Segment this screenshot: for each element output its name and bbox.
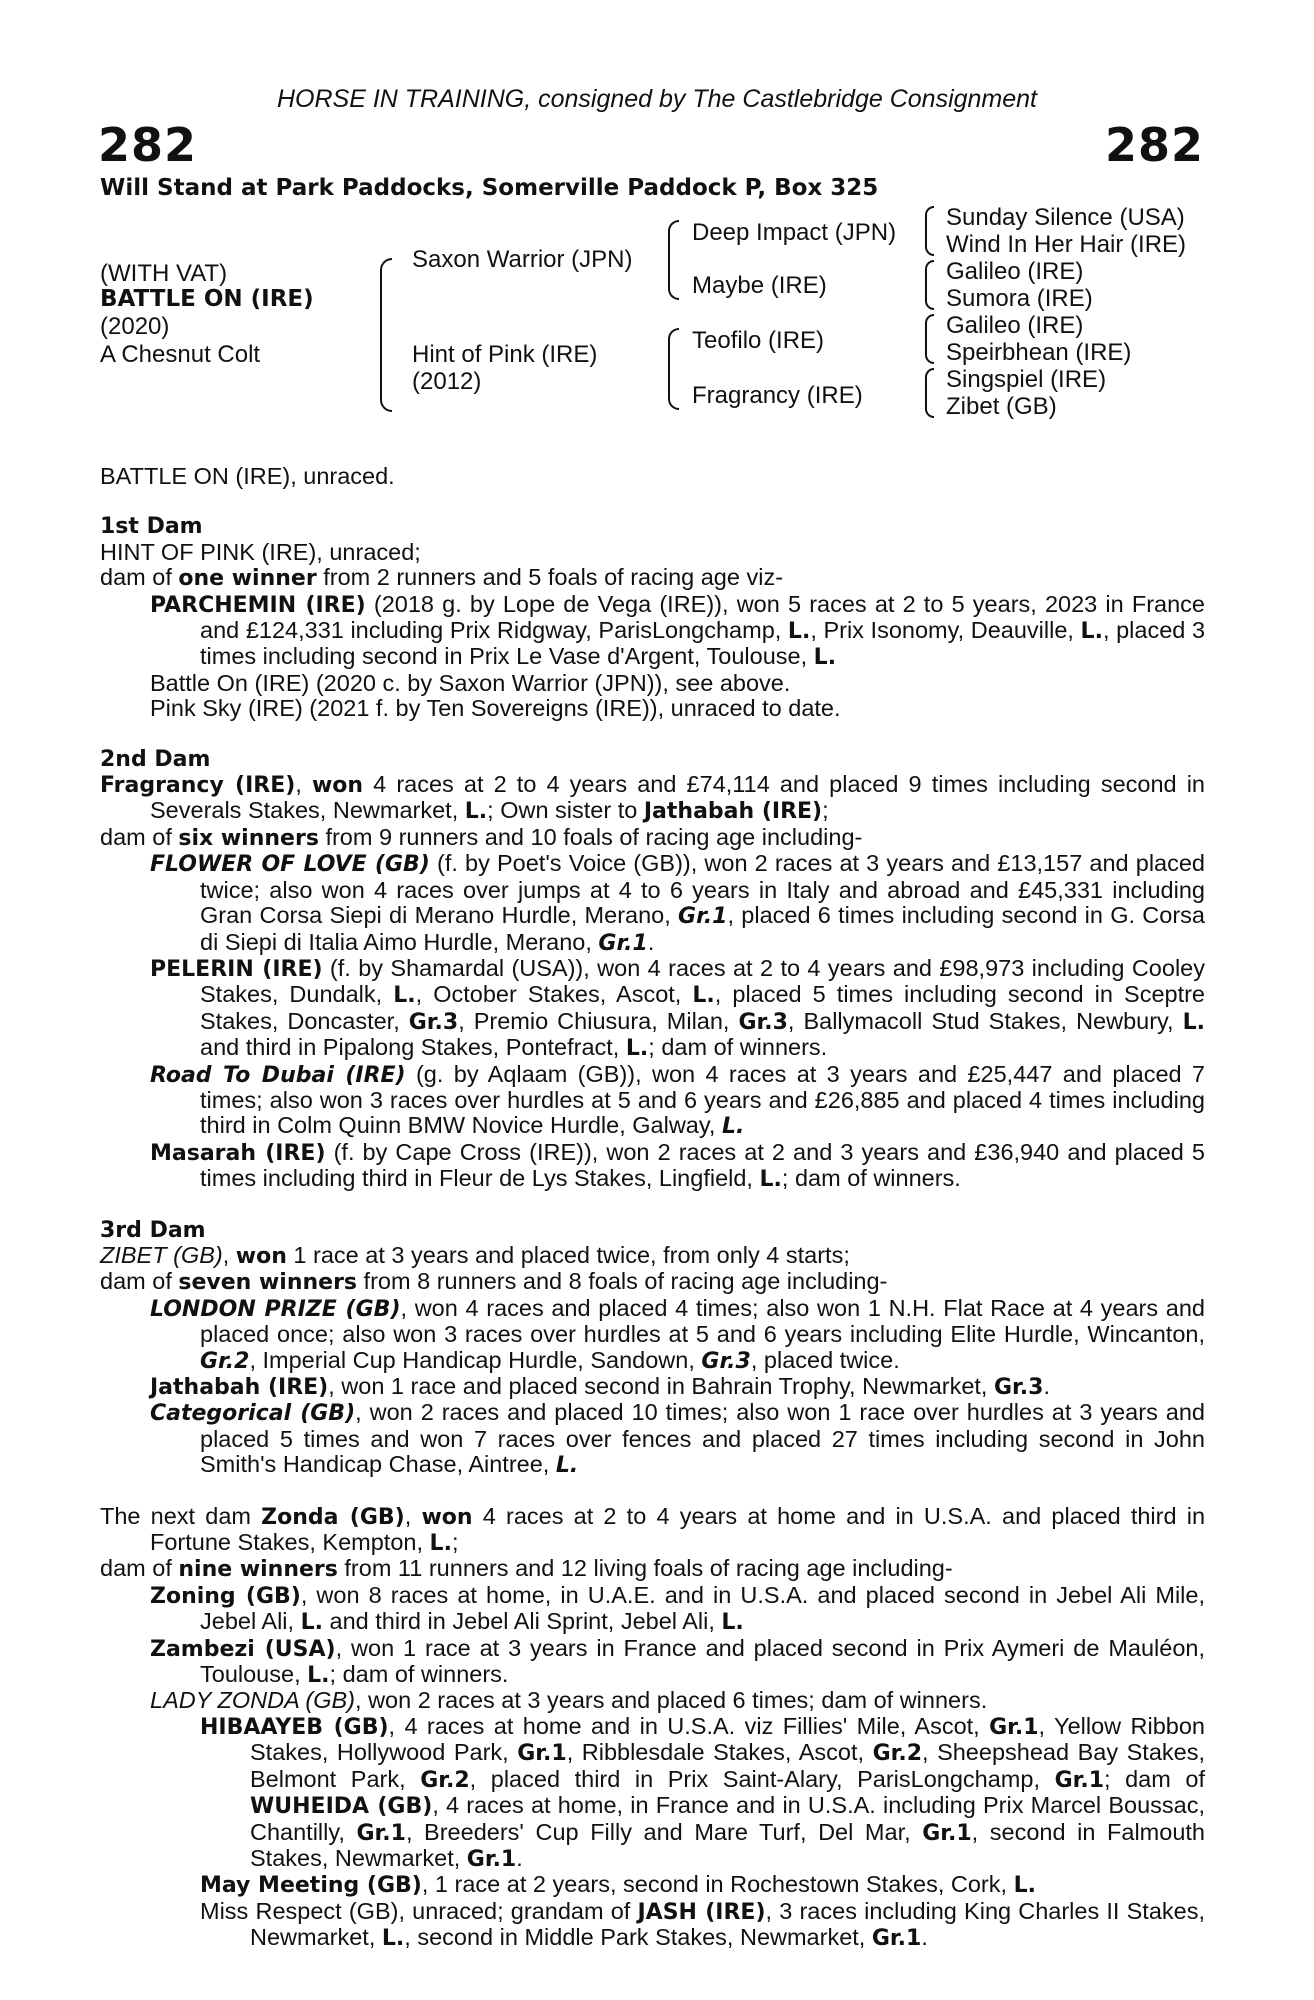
first-dam-heading: 1st Dam [100, 514, 203, 540]
dam-dam: Fragrancy (IRE) [692, 382, 863, 409]
horse-year: (2020) [100, 313, 170, 340]
next-dam-grandfoal-may-meeting: May Meeting (GB), 1 race at 2 years, second in Rochestown Stakes, Cork, L. [200, 1871, 1036, 1899]
dam-sire-dam: Speirbhean (IRE) [946, 339, 1132, 366]
sire-dam: Maybe (IRE) [692, 272, 827, 299]
next-dam-foal-zoning: Zoning (GB), won 8 races at home, in U.A.E. and in U.S.A. and placed second in Jebel Ali Mile, Jebel Ali, L. and third in Jebel Ali Sprint, Jebel Ali, L. [150, 1581, 1205, 1636]
intro-line: BATTLE ON (IRE), unraced. [100, 463, 395, 489]
brace-gen1 [380, 258, 392, 412]
second-dam-produce-line: dam of six winners from 9 runners and 10 foals of racing age including- [100, 823, 863, 851]
first-dam-foal-pink-sky: Pink Sky (IRE) (2021 f. by Ten Sovereigns (IRE)), unraced to date. [150, 695, 841, 722]
first-dam-foal-parchemin: PARCHEMIN (IRE) (2018 g. by Lope de Vega (IRE)), won 5 races at 2 to 5 years, 2023 in France and £124,331 including Prix Ridgway, ParisLongchamp, L., Prix Isonomy, Deauville, L., placed 3 times including second in Prix Le Vase d'Argent, Toulouse, L. [150, 590, 1206, 671]
brace-gen3-1 [925, 206, 934, 256]
dam: Hint of Pink (IRE) [412, 341, 598, 368]
page-caption: HORSE IN TRAINING, consigned by The Castlebridge Consignment [276, 85, 1038, 113]
second-dam-foal-flower-of-love: FLOWER OF LOVE (GB) (f. by Poet's Voice (GB)), won 2 races at 3 years and £13,157 and placed twice; also won 4 races over jumps at 4 to 6 years in Italy and abroad and £45,331 including Gran Corsa Siepi di Merano Hurdle, Merano, Gr.1, placed 6 times including second in G. Corsa di Siepi di Italia Aimo Hurdle, Merano, Gr.1. [150, 850, 1205, 956]
first-dam-foal-battle-on: Battle On (IRE) (2020 c. by Saxon Warrior (JPN)), see above. [150, 669, 791, 696]
stand-location: Will Stand at Park Paddocks, Somerville Paddock P, Box 325 [100, 175, 879, 201]
dam-dam-dam: Zibet (GB) [946, 393, 1057, 420]
horse-description: A Chesnut Colt [100, 341, 261, 368]
lot-number-left: 282 [98, 118, 198, 172]
next-dam-grandfoal-miss-respect: Miss Respect (GB), unraced; grandam of JASH (IRE), 3 races including King Charles II Stakes, Newmarket, L., second in Middle Park Stakes, Newmarket, Gr.1. [200, 1897, 1205, 1952]
third-dam-foal-jathabah: Jathabah (IRE), won 1 race and placed second in Bahrain Trophy, Newmarket, Gr.3. [150, 1373, 1050, 1400]
second-dam-foal-road-to-dubai: Road To Dubai (IRE) (g. by Aqlaam (GB)), won 4 races at 3 years and £25,447 and placed 7 times; also won 3 races over hurdles at 5 and 6 years and £26,885 and placed 4 times including third in Colm Quinn BMW Novice Hurdle, Galway, L. [150, 1060, 1206, 1140]
third-dam-heading: 3rd Dam [100, 1217, 206, 1243]
sire: Saxon Warrior (JPN) [412, 246, 633, 273]
brace-gen2-dam [668, 328, 679, 410]
first-dam-line: HINT OF PINK (IRE), unraced; [100, 538, 421, 565]
second-dam-foal-pelerin: PELERIN (IRE) (f. by Shamardal (USA)), won 4 races at 2 to 4 years and £98,973 including Cooley Stakes, Dundalk, L., October Stakes, Ascot, L., placed 5 times including second in Sceptre Stakes, Doncaster, Gr.3, Premio Chiusura, Milan, Gr.3, Ballymacoll Stud Stakes, Newbury, L. and third in Pipalong Stakes, Pontefract, L.; dam of winners. [150, 954, 1206, 1062]
sire-dam-sire: Galileo (IRE) [946, 258, 1084, 285]
brace-gen2-sire [668, 220, 679, 300]
vat-note: (WITH VAT) [100, 260, 228, 287]
next-dam-foal-zambezi: Zambezi (USA), won 1 race at 3 years in France and placed second in Prix Aymeri de Mauléon, Toulouse, L.; dam of winners. [150, 1634, 1205, 1689]
third-dam-produce-line: dam of seven winners from 8 runners and 8 foals of racing age including- [100, 1268, 888, 1296]
third-dam-line: ZIBET (GB), won 1 race at 3 years and placed twice, from only 4 starts; [100, 1241, 850, 1269]
horse-name: BATTLE ON (IRE) [100, 286, 314, 312]
dam-year: (2012) [412, 368, 482, 395]
sire-sire: Deep Impact (JPN) [692, 219, 897, 246]
second-dam-foal-masarah: Masarah (IRE) (f. by Cape Cross (IRE)), won 2 races at 2 and 3 years and £36,940 and placed 5 times including third in Fleur de Lys Stakes, Lingfield, L.; dam of winners. [150, 1138, 1205, 1193]
sire-dam-dam: Sumora (IRE) [946, 285, 1093, 312]
dam-dam-sire: Singspiel (IRE) [946, 366, 1107, 393]
next-dam-produce-line: dam of nine winners from 11 runners and 12 living foals of racing age including- [100, 1555, 953, 1583]
lot-number-right: 282 [1104, 118, 1204, 172]
brace-gen3-3 [925, 314, 934, 364]
second-dam-line: Fragrancy (IRE), won 4 races at 2 to 4 years and £74,114 and placed 9 times including second in Severals Stakes, Newmarket, L.; Own sister to Jathabah (IRE); [100, 771, 1205, 825]
third-dam-foal-london-prize: LONDON PRIZE (GB), won 4 races and placed 4 times; also won 1 N.H. Flat Race at 4 years and placed once; also won 3 races over hurdles at 5 and 6 years including Elite Hurdle, Wincanton, Gr.2, Imperial Cup Handicap Hurdle, Sandown, Gr.3, placed twice. [150, 1294, 1205, 1374]
first-dam-produce-line: dam of one winner from 2 runners and 5 foals of racing age viz- [100, 564, 784, 592]
next-dam-grandfoal-hibaayeb: HIBAAYEB (GB), 4 races at home and in U.S.A. viz Fillies' Mile, Ascot, Gr.1, Yellow Ribbon Stakes, Hollywood Park, Gr.1, Ribblesdale Stakes, Ascot, Gr.2, Sheepshead Bay Stakes, Belmont Park, Gr.2, placed third in Prix Saint-Alary, ParisLongchamp, Gr.1; dam of WUHEIDA (GB), 4 races at home, in France and in U.S.A. including Prix Marcel Boussac, Chantilly, Gr.1, Breeders' Cup Filly and Mare Turf, Del Mar, Gr.1, second in Falmouth Stakes, Newmarket, Gr.1. [200, 1712, 1205, 1872]
sire-sire-sire: Sunday Silence (USA) [946, 204, 1185, 231]
sire-sire-dam: Wind In Her Hair (IRE) [946, 231, 1187, 258]
dam-sire-sire: Galileo (IRE) [946, 312, 1084, 339]
brace-gen3-4 [925, 368, 934, 418]
next-dam-line: The next dam Zonda (GB), won 4 races at 2 to 4 years at home and in U.S.A. and placed third in Fortune Stakes, Kempton, L.; [100, 1502, 1206, 1557]
catalogue-body [100, 464, 1205, 1952]
second-dam-heading: 2nd Dam [100, 746, 211, 772]
dam-sire: Teofilo (IRE) [692, 327, 825, 354]
brace-gen3-2 [925, 260, 934, 310]
next-dam-foal-lady-zonda: LADY ZONDA (GB), won 2 races at 3 years and placed 6 times; dam of winners. [150, 1687, 988, 1714]
third-dam-foal-categorical: Categorical (GB), won 2 races and placed 10 times; also won 1 race over hurdles at 3 years and placed 5 times and won 7 races over fences and placed 27 times including second in John Smith's Handicap Chase, Aintree, L. [150, 1399, 1205, 1479]
